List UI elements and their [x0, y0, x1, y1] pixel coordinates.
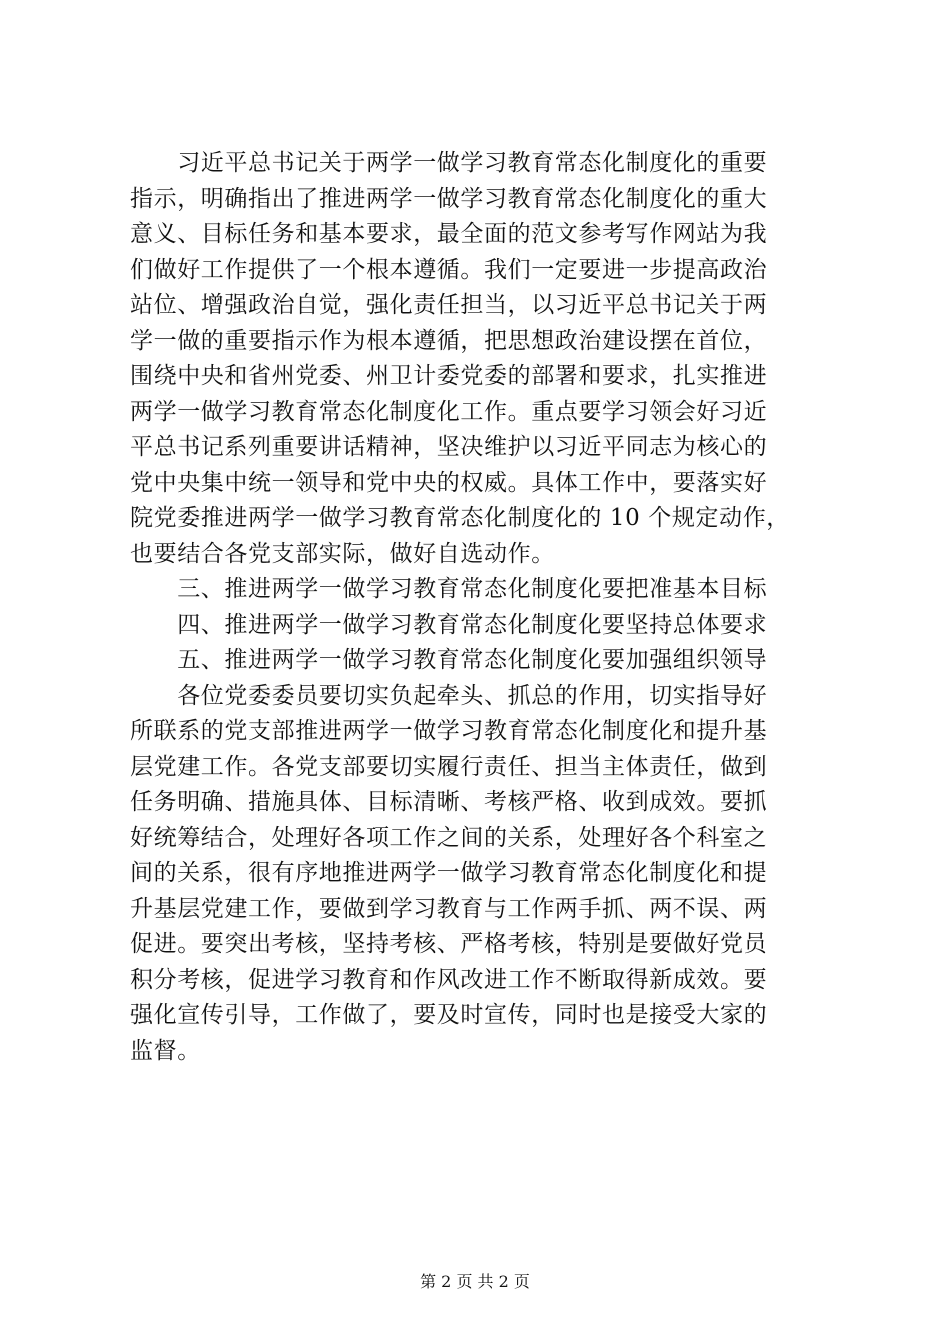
text-line: 们做好工作提供了一个根本遵循。我们一定要进一步提高政治: [130, 256, 768, 283]
text-line: 学一做的重要指示作为根本遵循，把思想政治建设摆在首位，: [130, 327, 768, 354]
text-line: 党中央集中统一领导和党中央的权威。具体工作中，要落实好: [130, 469, 768, 496]
text-line: 强化宣传引导，工作做了，要及时宣传，同时也是接受大家的: [130, 1002, 768, 1028]
text-line: 所联系的党支部推进两学一做学习教育常态化制度化和提升基: [130, 718, 768, 744]
text-line: 积分考核，促进学习教育和作风改进工作不断取得新成效。要: [130, 966, 768, 993]
text-line: 意义、目标任务和基本要求，最全面的范文参考写作网站为我: [130, 221, 768, 247]
text-line: 间的关系，很有序地推进两学一做学习教育常态化制度化和提: [130, 860, 768, 886]
text-line: 两学一做学习教育常态化制度化工作。重点要学习领会好习近: [130, 398, 768, 425]
text-line: 院党委推进两学一做学习教育常态化制度化的 10 个规定动作，: [130, 505, 790, 531]
text-line: 好统筹结合，处理好各项工作之间的关系，处理好各个科室之: [130, 824, 768, 851]
text-line: 指示，明确指出了推进两学一做学习教育常态化制度化的重大: [130, 185, 768, 212]
text-line: 四、推进两学一做学习教育常态化制度化要坚持总体要求: [130, 611, 768, 638]
text-line: 平总书记系列重要讲话精神，坚决维护以习近平同志为核心的: [130, 434, 768, 460]
text-line: 各位党委委员要切实负起牵头、抓总的作用，切实指导好: [130, 682, 768, 709]
text-line: 站位、增强政治自觉，强化责任担当，以习近平总书记关于两: [130, 292, 768, 318]
text-line: 监督。: [130, 1037, 201, 1064]
text-line: 促进。要突出考核，坚持考核、严格考核，特别是要做好党员: [130, 931, 768, 957]
text-line: 三、推进两学一做学习教育常态化制度化要把准基本目标: [130, 576, 768, 602]
text-line: 围绕中央和省州党委、州卫计委党委的部署和要求，扎实推进: [130, 363, 768, 389]
text-line: 习近平总书记关于两学一做学习教育常态化制度化的重要: [130, 150, 768, 176]
text-line: 层党建工作。各党支部要切实履行责任、担当主体责任，做到: [130, 753, 768, 780]
body-text: [130, 146, 834, 1069]
text-line: 五、推进两学一做学习教育常态化制度化要加强组织领导: [130, 647, 768, 673]
text-line: 任务明确、措施具体、目标清晰、考核严格、收到成效。要抓: [130, 789, 768, 815]
page-footer: 第 2 页 共 2 页: [420, 1272, 530, 1291]
text-line: 也要结合各党支部实际，做好自选动作。: [130, 540, 555, 567]
text-line: 升基层党建工作，要做到学习教育与工作两手抓、两不误、两: [130, 895, 768, 922]
